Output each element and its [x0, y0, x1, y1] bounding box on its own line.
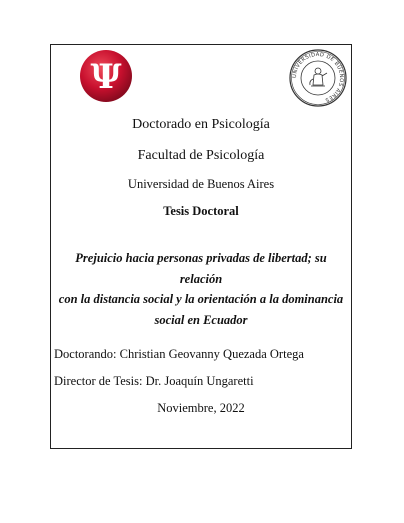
- program-name: Doctorado en Psicología: [132, 117, 270, 132]
- seal-text: UNIVERSIDAD DE BUENOS AIRES: [291, 51, 345, 103]
- university-seal-icon: [289, 49, 347, 107]
- submission-date: Noviembre, 2022: [157, 401, 245, 415]
- faculty-name: Facultad de Psicología: [137, 148, 265, 163]
- thesis-title-line: Prejuicio hacia personas privadas de libertad; su relación: [75, 251, 327, 286]
- director-line: Director de Tesis: Dr. Joaquín Ungaretti: [54, 374, 254, 388]
- thesis-title: [56, 248, 346, 330]
- svg-text:Ψ: Ψ: [90, 57, 122, 97]
- document-type: Tesis Doctoral: [163, 204, 239, 218]
- thesis-title-line: social en Ecuador: [154, 312, 248, 327]
- candidate-line: Doctorando: Christian Geovanny Quezada Ortega: [54, 347, 304, 361]
- university-name: Universidad de Buenos Aires: [127, 177, 275, 191]
- thesis-title-line: con la distancia social y la orientación a la dominancia: [58, 292, 344, 306]
- psi-logo-icon: [78, 48, 134, 104]
